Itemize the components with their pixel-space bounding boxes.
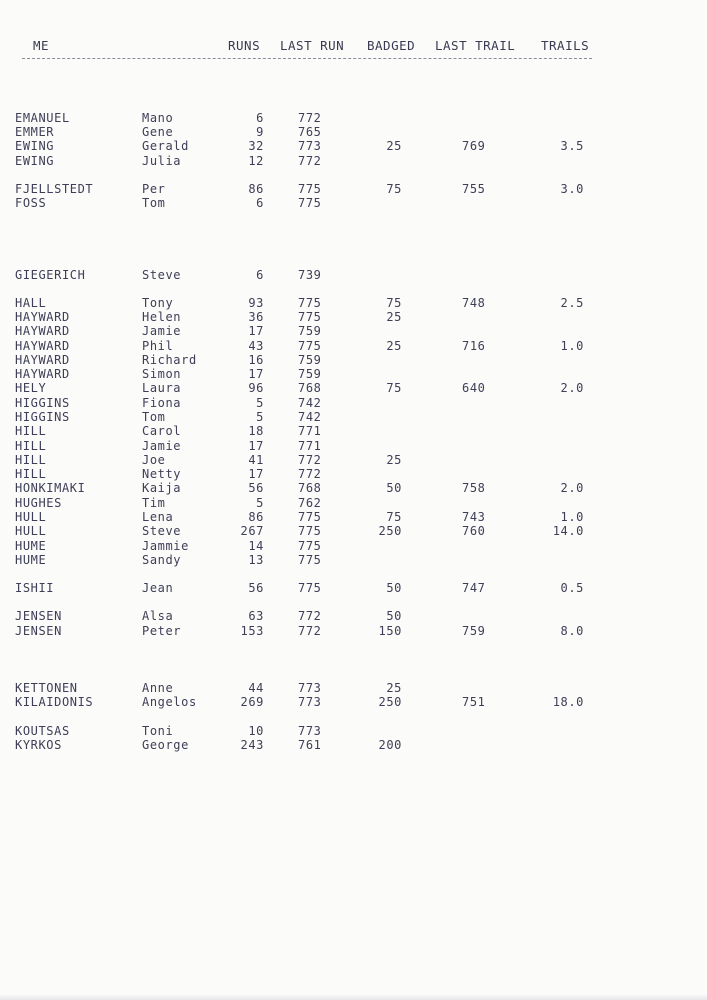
cell-last-run: 765 xyxy=(298,125,322,139)
cell-trails: 18.0 xyxy=(552,695,584,709)
table-row xyxy=(0,724,707,738)
cell-last-run: 759 xyxy=(298,367,322,381)
table-row xyxy=(0,111,707,125)
table-row xyxy=(0,396,707,410)
cell-last-trail: 760 xyxy=(462,524,486,538)
table-row xyxy=(0,182,707,196)
cell-badged: 200 xyxy=(378,738,402,752)
table-row xyxy=(0,624,707,638)
cell-runs: 17 xyxy=(248,439,264,453)
cell-surname: ISHII xyxy=(15,581,55,595)
cell-trails: 0.5 xyxy=(560,581,584,595)
cell-first-name: Phil xyxy=(142,339,174,353)
table-row xyxy=(0,296,707,310)
cell-trails: 1.0 xyxy=(560,339,584,353)
cell-trails: 8.0 xyxy=(560,624,584,638)
cell-runs: 56 xyxy=(248,581,264,595)
cell-surname: KOUTSAS xyxy=(15,724,70,738)
cell-last-run: 775 xyxy=(298,182,322,196)
cell-surname: JENSEN xyxy=(15,609,62,623)
cell-badged: 25 xyxy=(386,453,402,467)
cell-first-name: Helen xyxy=(142,310,182,324)
cell-first-name: Jean xyxy=(142,581,174,595)
cell-last-run: 772 xyxy=(298,154,322,168)
header-divider xyxy=(22,58,592,59)
cell-surname: HIGGINS xyxy=(15,410,70,424)
cell-last-run: 759 xyxy=(298,324,322,338)
cell-last-run: 742 xyxy=(298,410,322,424)
cell-first-name: Tim xyxy=(142,496,166,510)
cell-surname: HUME xyxy=(15,539,47,553)
table-row xyxy=(0,496,707,510)
cell-first-name: Jamie xyxy=(142,324,182,338)
page-edge-shadow xyxy=(0,994,707,1000)
header-runs: RUNS xyxy=(228,38,261,53)
cell-runs: 56 xyxy=(248,481,264,495)
cell-last-run: 768 xyxy=(298,381,322,395)
cell-runs: 267 xyxy=(240,524,264,538)
cell-last-run: 773 xyxy=(298,681,322,695)
cell-first-name: Toni xyxy=(142,724,174,738)
cell-surname: EMMER xyxy=(15,125,55,139)
cell-badged: 250 xyxy=(378,695,402,709)
cell-last-run: 771 xyxy=(298,439,322,453)
cell-first-name: Joe xyxy=(142,453,166,467)
cell-runs: 243 xyxy=(240,738,264,752)
cell-last-run: 772 xyxy=(298,453,322,467)
table-row xyxy=(0,367,707,381)
cell-surname: GIEGERICH xyxy=(15,268,86,282)
cell-last-trail: 755 xyxy=(462,182,486,196)
cell-runs: 13 xyxy=(248,553,264,567)
header-last-run: LAST RUN xyxy=(280,38,345,53)
cell-surname: HILL xyxy=(15,453,47,467)
cell-surname: HILL xyxy=(15,439,47,453)
cell-first-name: Carol xyxy=(142,424,182,438)
table-row xyxy=(0,310,707,324)
cell-runs: 5 xyxy=(256,396,264,410)
header-last-trail: LAST TRAIL xyxy=(435,38,516,53)
cell-badged: 25 xyxy=(386,681,402,695)
cell-last-trail: 769 xyxy=(462,139,486,153)
cell-runs: 44 xyxy=(248,681,264,695)
cell-first-name: Steve xyxy=(142,268,182,282)
cell-runs: 153 xyxy=(240,624,264,638)
cell-surname: HAYWARD xyxy=(15,353,70,367)
cell-last-run: 775 xyxy=(298,581,322,595)
cell-surname: HILL xyxy=(15,424,47,438)
cell-runs: 93 xyxy=(248,296,264,310)
cell-surname: HUGHES xyxy=(15,496,62,510)
cell-last-run: 775 xyxy=(298,510,322,524)
cell-runs: 5 xyxy=(256,410,264,424)
header-name: ME xyxy=(33,38,50,53)
cell-trails: 3.5 xyxy=(560,139,584,153)
cell-first-name: Per xyxy=(142,182,166,196)
cell-runs: 14 xyxy=(248,539,264,553)
cell-badged: 50 xyxy=(386,481,402,495)
cell-surname: FJELLSTEDT xyxy=(15,182,94,196)
cell-runs: 43 xyxy=(248,339,264,353)
table-row xyxy=(0,539,707,553)
cell-last-run: 775 xyxy=(298,524,322,538)
cell-first-name: Simon xyxy=(142,367,182,381)
table-row xyxy=(0,268,707,282)
cell-badged: 75 xyxy=(386,296,402,310)
cell-trails: 14.0 xyxy=(552,524,584,538)
cell-surname: EWING xyxy=(15,154,55,168)
cell-first-name: Gerald xyxy=(142,139,189,153)
cell-surname: HIGGINS xyxy=(15,396,70,410)
cell-last-run: 775 xyxy=(298,310,322,324)
cell-badged: 50 xyxy=(386,581,402,595)
table-row xyxy=(0,553,707,567)
cell-surname: JENSEN xyxy=(15,624,62,638)
cell-first-name: Lena xyxy=(142,510,174,524)
table-row xyxy=(0,467,707,481)
cell-surname: HONKIMAKI xyxy=(15,481,86,495)
cell-surname: HULL xyxy=(15,510,47,524)
cell-badged: 250 xyxy=(378,524,402,538)
cell-badged: 75 xyxy=(386,381,402,395)
cell-surname: HAYWARD xyxy=(15,339,70,353)
cell-badged: 25 xyxy=(386,139,402,153)
cell-surname: KYRKOS xyxy=(15,738,62,752)
cell-surname: HELY xyxy=(15,381,47,395)
cell-runs: 16 xyxy=(248,353,264,367)
table-row xyxy=(0,609,707,623)
cell-runs: 18 xyxy=(248,424,264,438)
cell-first-name: George xyxy=(142,738,189,752)
cell-last-run: 742 xyxy=(298,396,322,410)
cell-first-name: Alsa xyxy=(142,609,174,623)
cell-trails: 2.0 xyxy=(560,481,584,495)
cell-first-name: Peter xyxy=(142,624,182,638)
cell-first-name: Jamie xyxy=(142,439,182,453)
cell-badged: 25 xyxy=(386,339,402,353)
table-row xyxy=(0,139,707,153)
cell-runs: 86 xyxy=(248,182,264,196)
cell-first-name: Steve xyxy=(142,524,182,538)
header-trails: TRAILS xyxy=(541,38,590,53)
table-row xyxy=(0,154,707,168)
cell-last-run: 772 xyxy=(298,609,322,623)
cell-runs: 17 xyxy=(248,324,264,338)
cell-last-run: 771 xyxy=(298,424,322,438)
cell-last-run: 772 xyxy=(298,111,322,125)
cell-runs: 36 xyxy=(248,310,264,324)
cell-first-name: Mano xyxy=(142,111,174,125)
table-row xyxy=(0,125,707,139)
cell-last-trail: 743 xyxy=(462,510,486,524)
cell-first-name: Angelos xyxy=(142,695,197,709)
cell-first-name: Kaija xyxy=(142,481,182,495)
cell-first-name: Tom xyxy=(142,196,166,210)
cell-last-trail: 716 xyxy=(462,339,486,353)
cell-last-run: 775 xyxy=(298,539,322,553)
cell-runs: 269 xyxy=(240,695,264,709)
cell-first-name: Tony xyxy=(142,296,174,310)
cell-runs: 96 xyxy=(248,381,264,395)
cell-surname: KILAIDONIS xyxy=(15,695,94,709)
cell-last-trail: 759 xyxy=(462,624,486,638)
cell-runs: 12 xyxy=(248,154,264,168)
cell-runs: 41 xyxy=(248,453,264,467)
cell-first-name: Richard xyxy=(142,353,197,367)
cell-runs: 17 xyxy=(248,467,264,481)
cell-surname: KETTONEN xyxy=(15,681,78,695)
cell-surname: HALL xyxy=(15,296,47,310)
cell-last-run: 775 xyxy=(298,553,322,567)
cell-first-name: Tom xyxy=(142,410,166,424)
table-row xyxy=(0,324,707,338)
table-row xyxy=(0,681,707,695)
cell-surname: HAYWARD xyxy=(15,367,70,381)
cell-last-run: 739 xyxy=(298,268,322,282)
cell-badged: 25 xyxy=(386,310,402,324)
cell-runs: 32 xyxy=(248,139,264,153)
cell-first-name: Fiona xyxy=(142,396,182,410)
cell-first-name: Jammie xyxy=(142,539,189,553)
table-row xyxy=(0,524,707,538)
cell-badged: 50 xyxy=(386,609,402,623)
cell-runs: 6 xyxy=(256,196,264,210)
header-badged: BADGED xyxy=(367,38,416,53)
cell-last-trail: 751 xyxy=(462,695,486,709)
cell-first-name: Laura xyxy=(142,381,182,395)
cell-last-run: 775 xyxy=(298,339,322,353)
table-row xyxy=(0,439,707,453)
cell-badged: 150 xyxy=(378,624,402,638)
cell-last-run: 775 xyxy=(298,196,322,210)
cell-trails: 2.5 xyxy=(560,296,584,310)
cell-first-name: Gene xyxy=(142,125,174,139)
cell-surname: HULL xyxy=(15,524,47,538)
table-row xyxy=(0,196,707,210)
cell-badged: 75 xyxy=(386,510,402,524)
cell-trails: 1.0 xyxy=(560,510,584,524)
cell-last-run: 772 xyxy=(298,467,322,481)
cell-last-trail: 640 xyxy=(462,381,486,395)
cell-last-run: 773 xyxy=(298,724,322,738)
cell-surname: HAYWARD xyxy=(15,310,70,324)
cell-surname: EMANUEL xyxy=(15,111,70,125)
cell-runs: 9 xyxy=(256,125,264,139)
cell-runs: 5 xyxy=(256,496,264,510)
table-row xyxy=(0,510,707,524)
cell-first-name: Sandy xyxy=(142,553,182,567)
table-row xyxy=(0,410,707,424)
cell-runs: 17 xyxy=(248,367,264,381)
cell-last-run: 759 xyxy=(298,353,322,367)
cell-runs: 6 xyxy=(256,268,264,282)
cell-surname: HUME xyxy=(15,553,47,567)
cell-surname: HAYWARD xyxy=(15,324,70,338)
cell-last-trail: 748 xyxy=(462,296,486,310)
cell-surname: HILL xyxy=(15,467,47,481)
cell-first-name: Netty xyxy=(142,467,182,481)
table-row xyxy=(0,481,707,495)
cell-runs: 63 xyxy=(248,609,264,623)
table-row xyxy=(0,424,707,438)
table-row xyxy=(0,453,707,467)
cell-last-run: 761 xyxy=(298,738,322,752)
cell-last-run: 773 xyxy=(298,695,322,709)
table-row xyxy=(0,353,707,367)
cell-last-run: 762 xyxy=(298,496,322,510)
cell-badged: 75 xyxy=(386,182,402,196)
table-row xyxy=(0,738,707,752)
cell-first-name: Anne xyxy=(142,681,174,695)
cell-surname: EWING xyxy=(15,139,55,153)
table-row xyxy=(0,695,707,709)
cell-last-trail: 758 xyxy=(462,481,486,495)
cell-surname: FOSS xyxy=(15,196,47,210)
table-row xyxy=(0,339,707,353)
cell-last-run: 773 xyxy=(298,139,322,153)
cell-trails: 3.0 xyxy=(560,182,584,196)
cell-runs: 86 xyxy=(248,510,264,524)
cell-last-trail: 747 xyxy=(462,581,486,595)
cell-runs: 10 xyxy=(248,724,264,738)
cell-trails: 2.0 xyxy=(560,381,584,395)
cell-last-run: 775 xyxy=(298,296,322,310)
cell-first-name: Julia xyxy=(142,154,182,168)
cell-last-run: 772 xyxy=(298,624,322,638)
table-row xyxy=(0,581,707,595)
cell-last-run: 768 xyxy=(298,481,322,495)
cell-runs: 6 xyxy=(256,111,264,125)
table-row xyxy=(0,381,707,395)
